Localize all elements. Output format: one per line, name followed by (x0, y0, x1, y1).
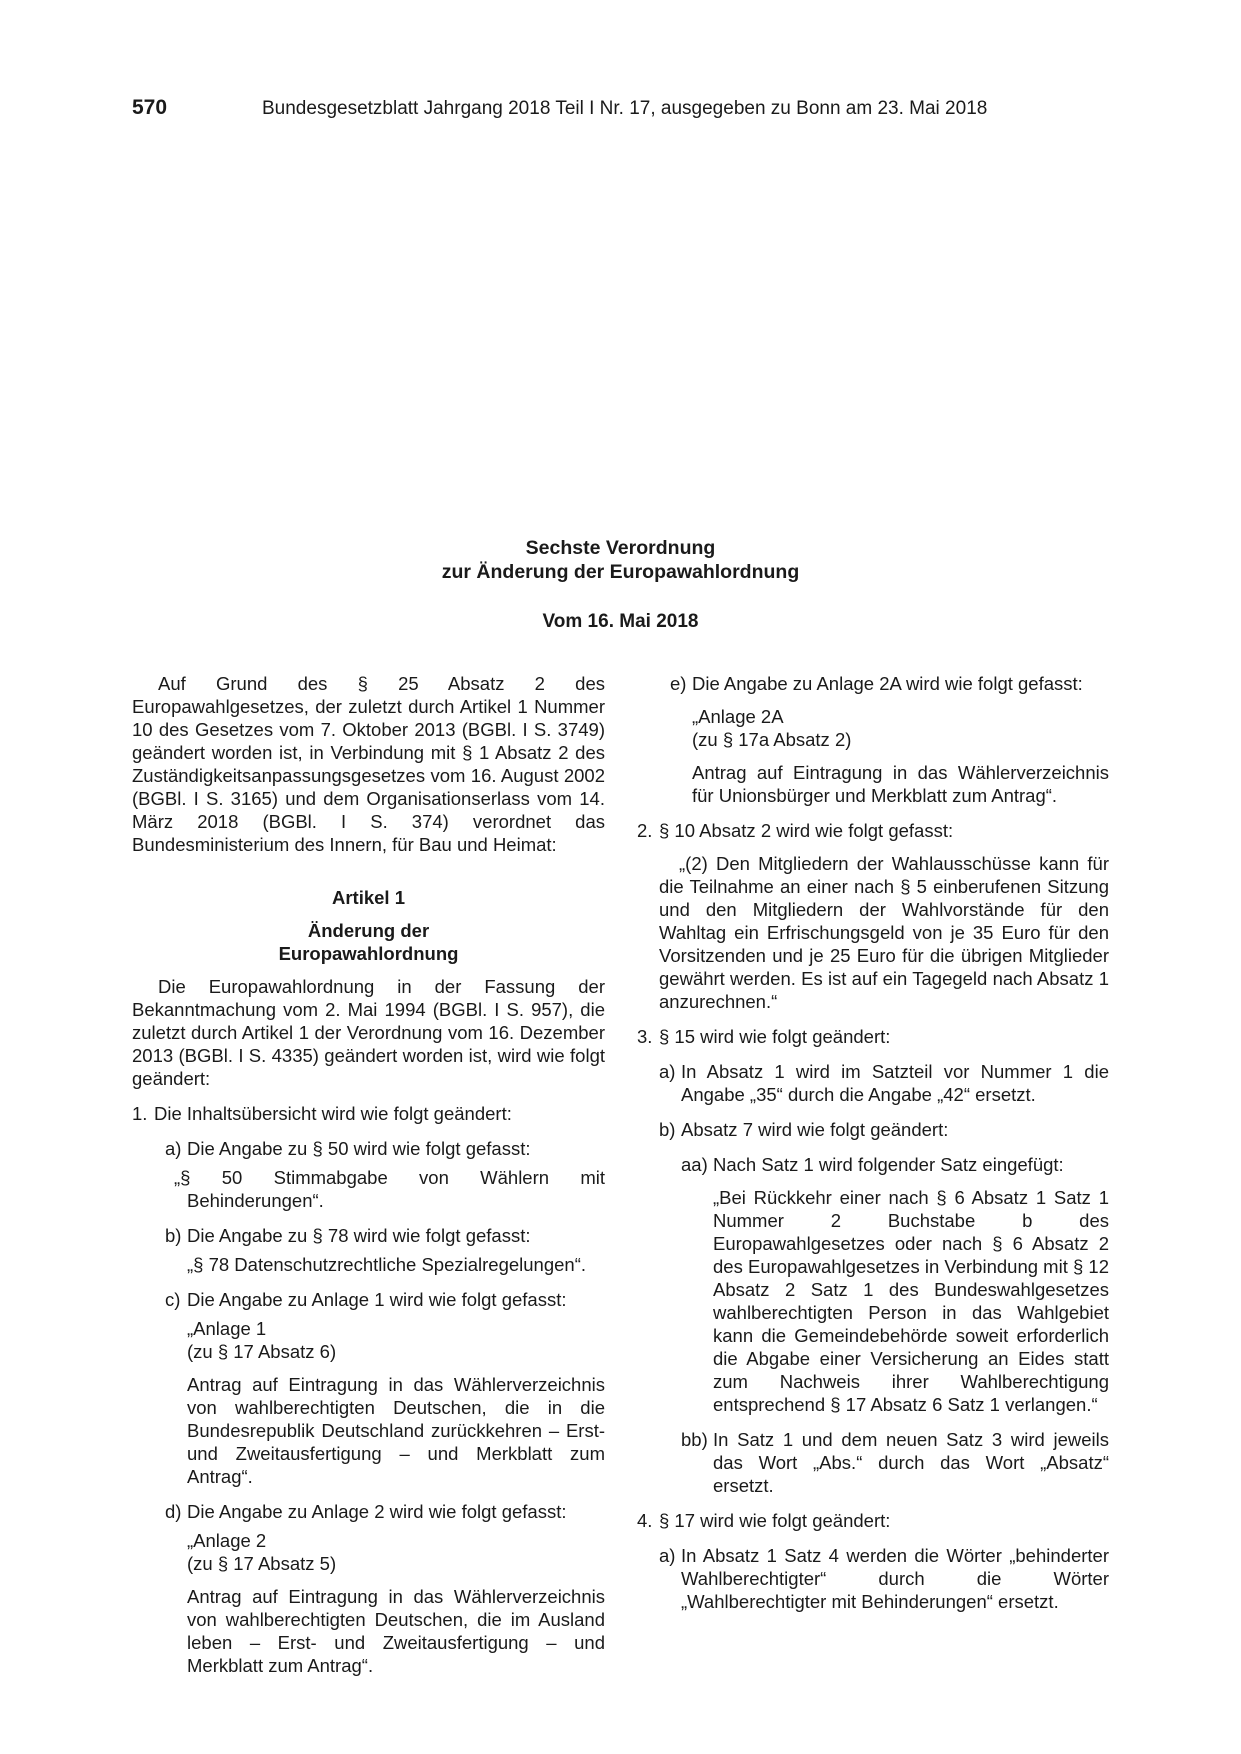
list-item-2: 2. § 10 Absatz 2 wird wie folgt gefasst: (637, 820, 954, 841)
right-column (637, 672, 1109, 1613)
quote-2: „(2) Den Mitgliedern der Wahlausschüsse kann für die Teilnahme an einer nach § 5 einberufenen Sitzung und den Mitgliedern der Wahlvorstände für den Wahltag ein Erfrischungsgeld von je 35 Euro für den Vorsitzenden und je 25 Euro für die übrigen Mitglieder gewährt werden. Es ist auf ein Tagegeld nach Absatz 1 anzurechnen.“ (659, 853, 1109, 1012)
quote-1b: „§ 78 Datenschutzrechtliche Spezialregelungen“. (187, 1254, 587, 1275)
list-item-1a: a) Die Angabe zu § 50 wird wie folgt gefasst: (165, 1138, 531, 1159)
list-item-3a: a) In Absatz 1 wird im Satzteil vor Nummer 1 die Angabe „35“ durch die Angabe „42“ ersetzt. (659, 1061, 1109, 1105)
list-item-4a: a) In Absatz 1 Satz 4 werden die Wörter „behinderter Wahlberechtigter“ durch die Wörter „Wahlberechtigter mit Behinderungen“ ersetzt. (659, 1545, 1109, 1612)
quote-1d-1: „Anlage 2 (187, 1530, 267, 1551)
quote-1a: „§ 50 Stimmabgabe von Wählern mit Behinderungen“. (174, 1167, 605, 1211)
list-item-1d: d) Die Angabe zu Anlage 2 wird wie folgt gefasst: (165, 1501, 567, 1522)
article-intro: Die Europawahlordnung in der Fassung der Bekanntmachung vom 2. Mai 1994 (BGBl. I S. 957), die zuletzt durch Artikel 1 der Verordnung vom 16. Dezember 2013 (BGBl. I S. 4335) geändert worden ist, wird wie folgt geändert: (132, 976, 605, 1089)
title-line-2: zur Änderung der Europawahlordnung (441, 561, 800, 583)
quote-1e-3: Antrag auf Eintragung in das Wählerverzeichnis für Unionsbürger und Merkblatt zum Antrag“. (692, 762, 1109, 806)
list-item-3: 3. § 15 wird wie folgt geändert: (637, 1026, 891, 1047)
page-number: 570 (132, 96, 168, 119)
quote-1e-2: (zu § 17a Absatz 2) (692, 729, 852, 750)
title-line-1: Sechste Verordnung (525, 537, 716, 559)
list-item-1b: b) Die Angabe zu § 78 wird wie folgt gefasst: (165, 1225, 531, 1246)
list-item-3b-aa: aa) Nach Satz 1 wird folgender Satz eingefügt: (681, 1154, 1064, 1175)
list-item-3b: b) Absatz 7 wird wie folgt geändert: (659, 1119, 949, 1140)
quote-1c-1: „Anlage 1 (187, 1318, 267, 1339)
quote-1e-1: „Anlage 2A (692, 706, 784, 727)
quote-1c-2: (zu § 17 Absatz 6) (187, 1341, 337, 1362)
list-item-1e: e) Die Angabe zu Anlage 2A wird wie folgt gefasst: (670, 673, 1083, 694)
article-heading: Artikel 1 (331, 887, 405, 908)
preamble: Auf Grund des § 25 Absatz 2 des Europawahlgesetzes, der zuletzt durch Artikel 1 Nummer 10 des Gesetzes vom 7. Oktober 2013 (BGBl. I S. 3749) geändert worden ist, in Verbindung mit § 1 Absatz 2 des Zuständigkeitsanpassungsgesetzes vom 16. August 2002 (BGBl. I S. 3165) und dem Organisationserlass vom 14. März 2018 (BGBl. I S. 374) verordnet das Bundesministerium des Innern, für Bau und Heimat: (132, 673, 605, 855)
list-item-3b-bb: bb) In Satz 1 und dem neuen Satz 3 wird jeweils das Wort „Abs.“ durch das Wort „Absatz“ ersetzt. (681, 1429, 1109, 1496)
left-column (132, 672, 605, 1677)
article-title-1: Änderung der (307, 920, 430, 941)
quote-1d-3: Antrag auf Eintragung in das Wählerverzeichnis von wahlberechtigten Deutschen, die im Ausland leben – Erst- und Zweitausfertigung – und Merkblatt zum Antrag“. (187, 1586, 605, 1676)
quote-1d-2: (zu § 17 Absatz 5) (187, 1553, 337, 1574)
article-title-2: Europawahlordnung (278, 943, 459, 964)
quote-3b-aa: „Bei Rückkehr einer nach § 6 Absatz 1 Satz 1 Nummer 2 Buchstabe b des Europawahlgesetzes oder nach § 6 Absatz 2 des Europawahlgesetzes in Verbindung mit § 12 Absatz 2 Satz 1 des Bundeswahlgesetzes wahlberechtigten Person in das Wahlgebiet kann die Gemeindebehörde soweit erforderlich die Abgabe einer Versicherung an Eides statt zum Nachweis ihrer Wahlberechtigung entsprechend § 17 Absatz 6 Satz 1 verlangen.“ (713, 1187, 1109, 1415)
list-item-4: 4. § 17 wird wie folgt geändert: (637, 1510, 891, 1531)
list-item-1c: c) Die Angabe zu Anlage 1 wird wie folgt gefasst: (165, 1289, 567, 1310)
list-item-1: 1. Die Inhaltsübersicht wird wie folgt geändert: (132, 1103, 512, 1124)
quote-1c-3: Antrag auf Eintragung in das Wählerverzeichnis von wahlberechtigten Deutschen, die in die Bundesrepublik Deutschland zurückkehren – Erst- und Zweitausfertigung – und Merkblatt zum Antrag“. (187, 1374, 605, 1487)
running-header: Bundesgesetzblatt Jahrgang 2018 Teil I Nr. 17, ausgegeben zu Bonn am 23. Mai 2018 (262, 98, 988, 119)
title-date: Vom 16. Mai 2018 (542, 611, 699, 632)
document-title (0, 536, 1241, 633)
